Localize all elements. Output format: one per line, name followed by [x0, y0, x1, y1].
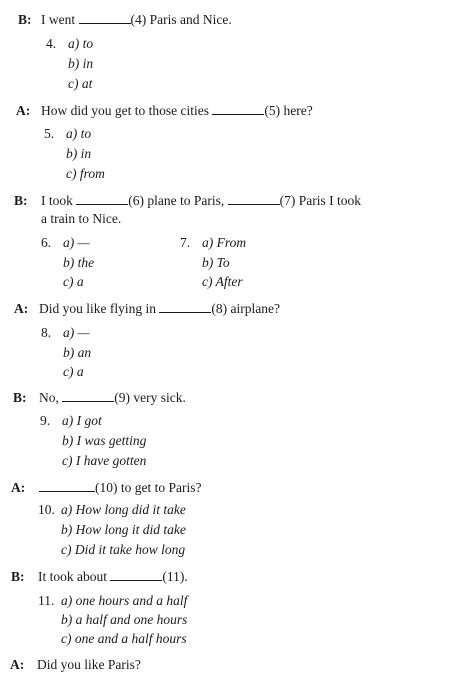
answer-blank — [228, 193, 280, 205]
speaker-label: A: — [10, 657, 25, 672]
answer-blank — [159, 301, 211, 313]
dialogue-text: (5) here? — [264, 103, 313, 118]
dialogue-line — [41, 12, 232, 28]
answer-option: b) To — [202, 255, 230, 270]
question-number: 8. — [41, 325, 52, 340]
answer-blank — [76, 193, 128, 205]
answer-blank — [212, 103, 264, 115]
answer-option: c) After — [202, 274, 243, 289]
answer-blank — [62, 390, 114, 402]
answer-option: b) a half and one hours — [61, 612, 188, 627]
question-number: 11. — [38, 593, 55, 608]
dialogue-line — [39, 301, 280, 317]
answer-option: a) — — [63, 235, 90, 250]
dialogue-line — [41, 193, 361, 209]
answer-option: b) the — [63, 255, 95, 270]
answer-option: a) — — [63, 325, 90, 340]
answer-option: b) How long it did take — [61, 522, 186, 537]
dialogue-text: No, — [39, 390, 59, 405]
answer-option: a) to — [66, 126, 92, 141]
answer-option: a) one hours and a half — [61, 593, 188, 608]
dialogue-text: (11). — [162, 569, 188, 584]
answer-blank — [79, 12, 131, 24]
speaker-label: B: — [13, 390, 27, 405]
answer-option: c) a — [63, 274, 84, 289]
dialogue-text: (9) very sick. — [114, 390, 186, 405]
dialogue-line — [39, 390, 186, 406]
answer-blank — [39, 480, 95, 492]
question-number: 4. — [46, 36, 57, 51]
dialogue-text: How did you get to those cities — [41, 103, 209, 118]
dialogue-text: It took about — [38, 569, 107, 584]
dialogue-line — [38, 569, 188, 585]
answer-blank — [110, 569, 162, 581]
dialogue-text: I took — [41, 193, 73, 208]
answer-option: a) I got — [62, 413, 102, 428]
speaker-label: A: — [14, 301, 29, 316]
dialogue-text: (10) to get to Paris? — [95, 480, 202, 495]
answer-option: c) Did it take how long — [61, 542, 186, 557]
answer-option: b) in — [66, 146, 92, 161]
answer-option: a) to — [68, 36, 94, 51]
answer-option: a) From — [202, 235, 247, 250]
dialogue-text: Did you like flying in — [39, 301, 156, 316]
question-number: 5. — [44, 126, 55, 141]
answer-option: c) I have gotten — [62, 453, 147, 468]
answer-option: b) I was getting — [62, 433, 147, 448]
answer-option: a) How long did it take — [61, 502, 186, 517]
question-number: 9. — [40, 413, 51, 428]
dialogue-text: I went — [41, 12, 76, 27]
dialogue-line: a train to Nice. — [41, 211, 122, 226]
dialogue-text: (6) plane to Paris, — [128, 193, 225, 208]
dialogue-text: (7) Paris I took — [279, 193, 361, 208]
answer-option: c) one and a half hours — [61, 631, 187, 646]
dialogue-line: Did you like Paris? — [37, 657, 141, 672]
question-number: 6. — [41, 235, 52, 250]
speaker-label: B: — [14, 193, 28, 208]
dialogue-line — [41, 103, 313, 119]
answer-option: c) at — [68, 76, 93, 91]
speaker-label: B: — [11, 569, 25, 584]
question-number: 7. — [180, 235, 191, 250]
dialogue-text: (8) airplane? — [211, 301, 280, 316]
speaker-label: A: — [11, 480, 26, 495]
answer-option: c) a — [63, 364, 84, 379]
speaker-label: B: — [18, 12, 32, 27]
question-number: 10. — [38, 502, 55, 517]
answer-option: b) an — [63, 345, 92, 360]
answer-option: b) in — [68, 56, 94, 71]
dialogue-text: (4) Paris and Nice. — [130, 12, 232, 27]
dialogue-line — [39, 480, 201, 496]
speaker-label: A: — [16, 103, 31, 118]
answer-option: c) from — [66, 166, 105, 181]
